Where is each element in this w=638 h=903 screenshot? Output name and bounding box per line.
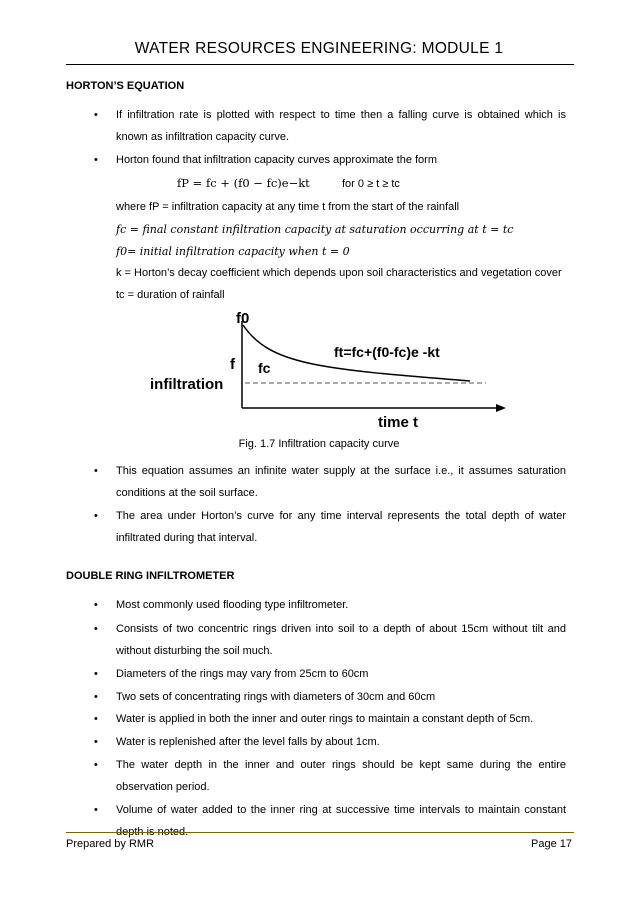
bullet-dot: • (94, 623, 98, 635)
bullet-dot: • (94, 510, 98, 522)
bullet-text: Two sets of concentrating rings with diameters of 30cm and 60cm (116, 691, 436, 703)
bullet-dot: • (94, 154, 98, 166)
bullet-dot: • (94, 599, 98, 611)
bullet-text: Volume of water added to the inner ring at successive time intervals to maintain constant depth is noted. (116, 804, 566, 838)
label-f0: f0 (236, 310, 250, 327)
definition-fc: fc = final constant infiltration capacity at saturation occurring at t = tc (116, 223, 514, 236)
bullet-dot: • (94, 736, 98, 748)
bullet-text: The water depth in the inner and outer rings should be kept same during the entire observation period. (116, 759, 566, 793)
section-heading-double-ring: DOUBLE RING INFILTROMETER (66, 570, 235, 582)
bullet-text: This equation assumes an infinite water supply at the surface i.e., it assumes saturation conditions at the soil surface. (116, 465, 566, 499)
label-time: time t (378, 414, 419, 430)
label-f: f (230, 356, 235, 373)
bullet-text: The area under Horton’s curve for any time interval represents the total depth of water infiltrated during that interval. (116, 510, 566, 544)
definition-tc: tc = duration of rainfall (116, 289, 225, 301)
bullet-text: Water is replenished after the level falls by about 1cm. (116, 736, 380, 748)
section-heading-hortons-equation: HORTON’S EQUATION (66, 80, 185, 92)
infiltration-capacity-figure (150, 303, 510, 430)
definition-fp: where fP = infiltration capacity at any time t from the start of the rainfall (116, 201, 460, 213)
bullet-text: If infiltration rate is plotted with respect to time then a falling curve is obtained which is known as infiltration capacity curve. (116, 109, 566, 143)
bullet-text: Diameters of the rings may vary from 25cm to 60cm (116, 668, 369, 680)
figure-caption: Fig. 1.7 Infiltration capacity curve (238, 438, 400, 450)
bullet-dot: • (94, 465, 98, 477)
bullet-dot: • (94, 759, 98, 771)
definition-f0: f0= initial infiltration capacity when t = 0 (116, 245, 350, 258)
footer-rule (66, 832, 574, 833)
header-rule (66, 64, 574, 65)
horton-formula: fP = fc + (f0 − fc)e−kt (177, 176, 310, 190)
page-header-title: WATER RESOURCES ENGINEERING: MODULE 1 (134, 40, 504, 57)
bullet-text: Most commonly used flooding type infiltrometer. (116, 599, 349, 611)
bullet-text: Consists of two concentric rings driven into soil to a depth of about 15cm without tilt and without disturbing the soil much. (116, 623, 566, 657)
bullet-dot: • (94, 804, 98, 816)
bullet-text: Water is applied in both the inner and outer rings to maintain a constant depth of 5cm. (116, 713, 534, 725)
bullet-dot: • (94, 668, 98, 680)
bullet-dot: • (94, 691, 98, 703)
definition-k: k = Horton’s decay coefficient which depends upon soil characteristics and vegetation cover (116, 267, 562, 279)
footer-page-number: Page 17 (531, 838, 572, 850)
bullet-text: Horton found that infiltration capacity curves approximate the form (116, 154, 437, 166)
label-fc: fc (258, 360, 271, 376)
label-infiltration: infiltration (150, 376, 224, 393)
footer-prepared-by: Prepared by RMR (66, 838, 155, 850)
label-equation: ft=fc+(f0-fc)e -kt (334, 344, 440, 360)
formula-condition: for 0 ≥ t ≥ tc (342, 178, 400, 190)
x-axis-arrow-icon (496, 404, 506, 412)
bullet-dot: • (94, 109, 98, 121)
bullet-dot: • (94, 713, 98, 725)
